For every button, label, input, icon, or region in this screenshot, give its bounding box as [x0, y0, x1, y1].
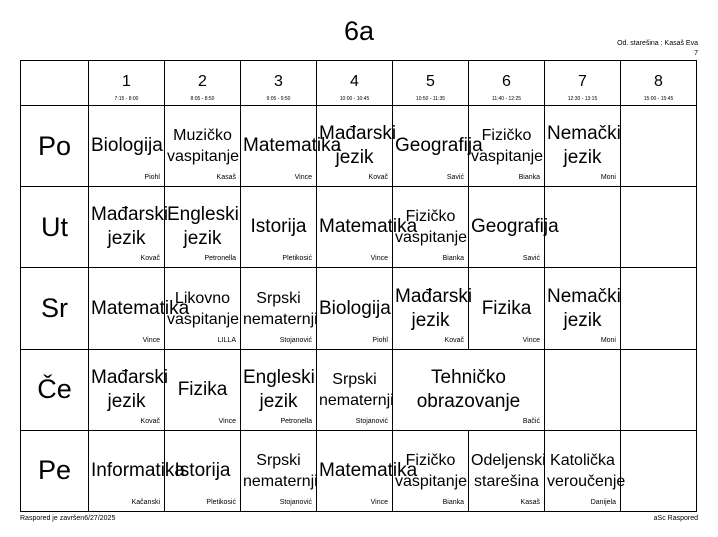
homeroom-teacher-label: Od. starešina : Kasaš Eva [617, 40, 698, 47]
lesson-cell [469, 187, 559, 268]
subject-name: Geografija [471, 216, 559, 238]
lesson-cell [621, 349, 697, 430]
lesson-cell [621, 106, 697, 187]
subject-name: Srpski nematernji [243, 451, 318, 490]
teacher-name: Bačić [522, 417, 540, 425]
subject-name: Likovno vaspitanje [167, 289, 240, 328]
period-number: 7 [578, 73, 587, 90]
lesson-cell [469, 106, 545, 187]
footer-completed-date: Raspored je završen6/27/2025 [20, 515, 116, 522]
lesson-cell [545, 268, 621, 349]
teacher-name: Vince [522, 336, 540, 344]
subject-name: Odeljenski starešina [471, 451, 546, 490]
period-header [545, 61, 621, 106]
subject-name: Muzičko vaspitanje [167, 127, 240, 166]
subject-name: Mađarski jezik [91, 366, 169, 412]
teacher-name: Danijela [590, 499, 616, 506]
lesson-cell [393, 349, 545, 430]
subject-name: Matematika [243, 135, 342, 157]
period-number: 6 [502, 73, 511, 90]
period-number: 1 [122, 73, 131, 90]
teacher-name: Bianka [442, 255, 464, 263]
lesson-cell [469, 430, 545, 511]
period-time: 9:05 - 9:50 [266, 96, 291, 102]
lesson-cell [545, 349, 621, 430]
lesson-cell [241, 430, 317, 511]
subject-name: Srpski nematernji [243, 289, 318, 328]
period-time: 8:05 - 8:50 [190, 96, 215, 102]
day-name: Po [21, 106, 89, 187]
subject-name: Fizičko vaspitanje [471, 127, 544, 166]
teacher-name: Petronella [204, 255, 236, 263]
subject-name: Mađarski jezik [91, 204, 169, 250]
lesson-cell [317, 349, 393, 430]
lesson-cell [241, 187, 317, 268]
lesson-cell [89, 430, 185, 511]
period-header [317, 61, 393, 106]
period-number: 5 [426, 73, 435, 90]
teacher-name: Stojanović [279, 336, 312, 344]
teacher-name: Savić [446, 174, 464, 182]
day-row [21, 268, 697, 349]
subject-name: Fizičko vaspitanje [395, 208, 468, 247]
class-title: 6a [343, 16, 375, 46]
period-header [89, 61, 165, 106]
subject-name: Mađarski jezik [395, 285, 473, 331]
teacher-name: LILLA [217, 336, 236, 344]
teacher-name: Vince [370, 255, 388, 263]
lesson-cell [317, 187, 418, 268]
period-header [165, 61, 241, 106]
teacher-name: Kovač [368, 174, 388, 182]
period-time: 10:00 - 10:45 [339, 96, 370, 102]
teacher-name: Bianka [518, 174, 540, 182]
subject-name: Geografija [395, 135, 483, 157]
lesson-cell [317, 430, 418, 511]
subject-name: Istorija [174, 459, 231, 481]
teacher-name: Kovač [444, 336, 464, 344]
day-row [21, 349, 697, 430]
teacher-name: Stojanović [355, 417, 388, 425]
subject-name: Nemački jezik [547, 285, 621, 331]
period-number: 2 [198, 73, 207, 90]
lesson-cell [621, 187, 697, 268]
teacher-name: Pletikosić [206, 499, 236, 506]
period-time: 12:30 - 13:15 [567, 96, 598, 102]
corner-cell [21, 61, 89, 106]
lesson-cell [393, 430, 469, 511]
lesson-cell [317, 106, 397, 187]
teacher-name: Vince [142, 336, 160, 344]
lesson-cell [241, 349, 317, 430]
subject-name: Istorija [250, 216, 307, 238]
day-name: Če [21, 349, 89, 430]
subject-name: Engleski jezik [167, 204, 239, 250]
period-number: 4 [350, 73, 359, 90]
period-header-row [21, 61, 697, 106]
lesson-cell [89, 106, 165, 187]
teacher-name: Pletikosić [282, 255, 312, 263]
day-name: Pe [21, 430, 89, 511]
lesson-cell [393, 187, 469, 268]
subject-name: Mađarski jezik [319, 123, 397, 169]
lesson-cell [545, 430, 626, 511]
period-time: 11:40 - 12:25 [491, 96, 522, 102]
lesson-cell [165, 187, 241, 268]
teacher-name: Bianka [442, 499, 464, 506]
subject-name: Srpski nematernji [319, 370, 394, 409]
teacher-name: Kačanski [131, 499, 160, 506]
lesson-cell [89, 349, 169, 430]
subject-name: Fizika [177, 378, 228, 400]
period-number: 8 [654, 73, 663, 90]
teacher-name: Moni [600, 174, 616, 182]
period-time: 10:50 - 11:35 [415, 96, 446, 102]
teacher-name: Kovač [140, 255, 160, 263]
period-time: 15:00 - 15:45 [643, 96, 674, 102]
period-header [621, 61, 697, 106]
lesson-cell [165, 268, 241, 349]
teacher-name: Moni [600, 336, 616, 344]
subject-name: Biologija [319, 297, 391, 319]
lesson-cell [89, 187, 169, 268]
teacher-name: Kovač [140, 417, 160, 425]
teacher-name: Vince [218, 417, 236, 425]
lesson-cell [545, 187, 621, 268]
lesson-cell [241, 106, 342, 187]
teacher-name: Savić [522, 255, 540, 263]
homeroom-teacher [617, 39, 698, 59]
lesson-cell [621, 430, 697, 511]
period-header [393, 61, 469, 106]
teacher-name: Vince [294, 174, 312, 182]
subject-name: Matematika [319, 459, 418, 481]
teacher-name: Petronella [280, 417, 312, 425]
lesson-cell [469, 268, 545, 349]
lesson-cell [621, 268, 697, 349]
subject-name: Fizika [481, 297, 532, 319]
teacher-name: Kasaš [520, 499, 540, 506]
teacher-name: Kasaš [216, 174, 236, 182]
teacher-name: Stojanović [279, 499, 312, 506]
period-header [241, 61, 317, 106]
lesson-cell [89, 268, 190, 349]
day-row [21, 430, 697, 511]
teacher-name: Piohl [144, 174, 160, 182]
lesson-cell [165, 430, 241, 511]
subject-name: Fizičko vaspitanje [395, 451, 468, 490]
subject-name: Katolička veroučenje [547, 451, 626, 490]
period-time: 7:15 - 8:00 [114, 96, 139, 102]
subject-name: Informatika [91, 459, 185, 481]
day-name: Sr [21, 268, 89, 349]
lesson-cell [545, 106, 621, 187]
day-name: Ut [21, 187, 89, 268]
period-header [469, 61, 545, 106]
period-number: 3 [274, 73, 283, 90]
day-row [21, 187, 697, 268]
lesson-cell [393, 106, 483, 187]
lesson-cell [241, 268, 317, 349]
page-number: 7 [694, 50, 698, 57]
day-row [21, 106, 697, 187]
subject-name: Tehničko obrazovanje [416, 366, 521, 412]
subject-name: Nemački jezik [547, 123, 621, 169]
teacher-name: Vince [370, 499, 388, 506]
subject-name: Biologija [91, 135, 163, 157]
lesson-cell [393, 268, 473, 349]
teacher-name: Piohl [372, 336, 388, 344]
subject-name: Engleski jezik [243, 366, 315, 412]
lesson-cell [165, 349, 241, 430]
timetable-grid [20, 60, 697, 512]
lesson-cell [165, 106, 241, 187]
subject-name: Matematika [319, 216, 418, 238]
footer-app-name: aSc Raspored [653, 515, 698, 522]
lesson-cell [317, 268, 393, 349]
subject-name: Matematika [91, 297, 190, 319]
